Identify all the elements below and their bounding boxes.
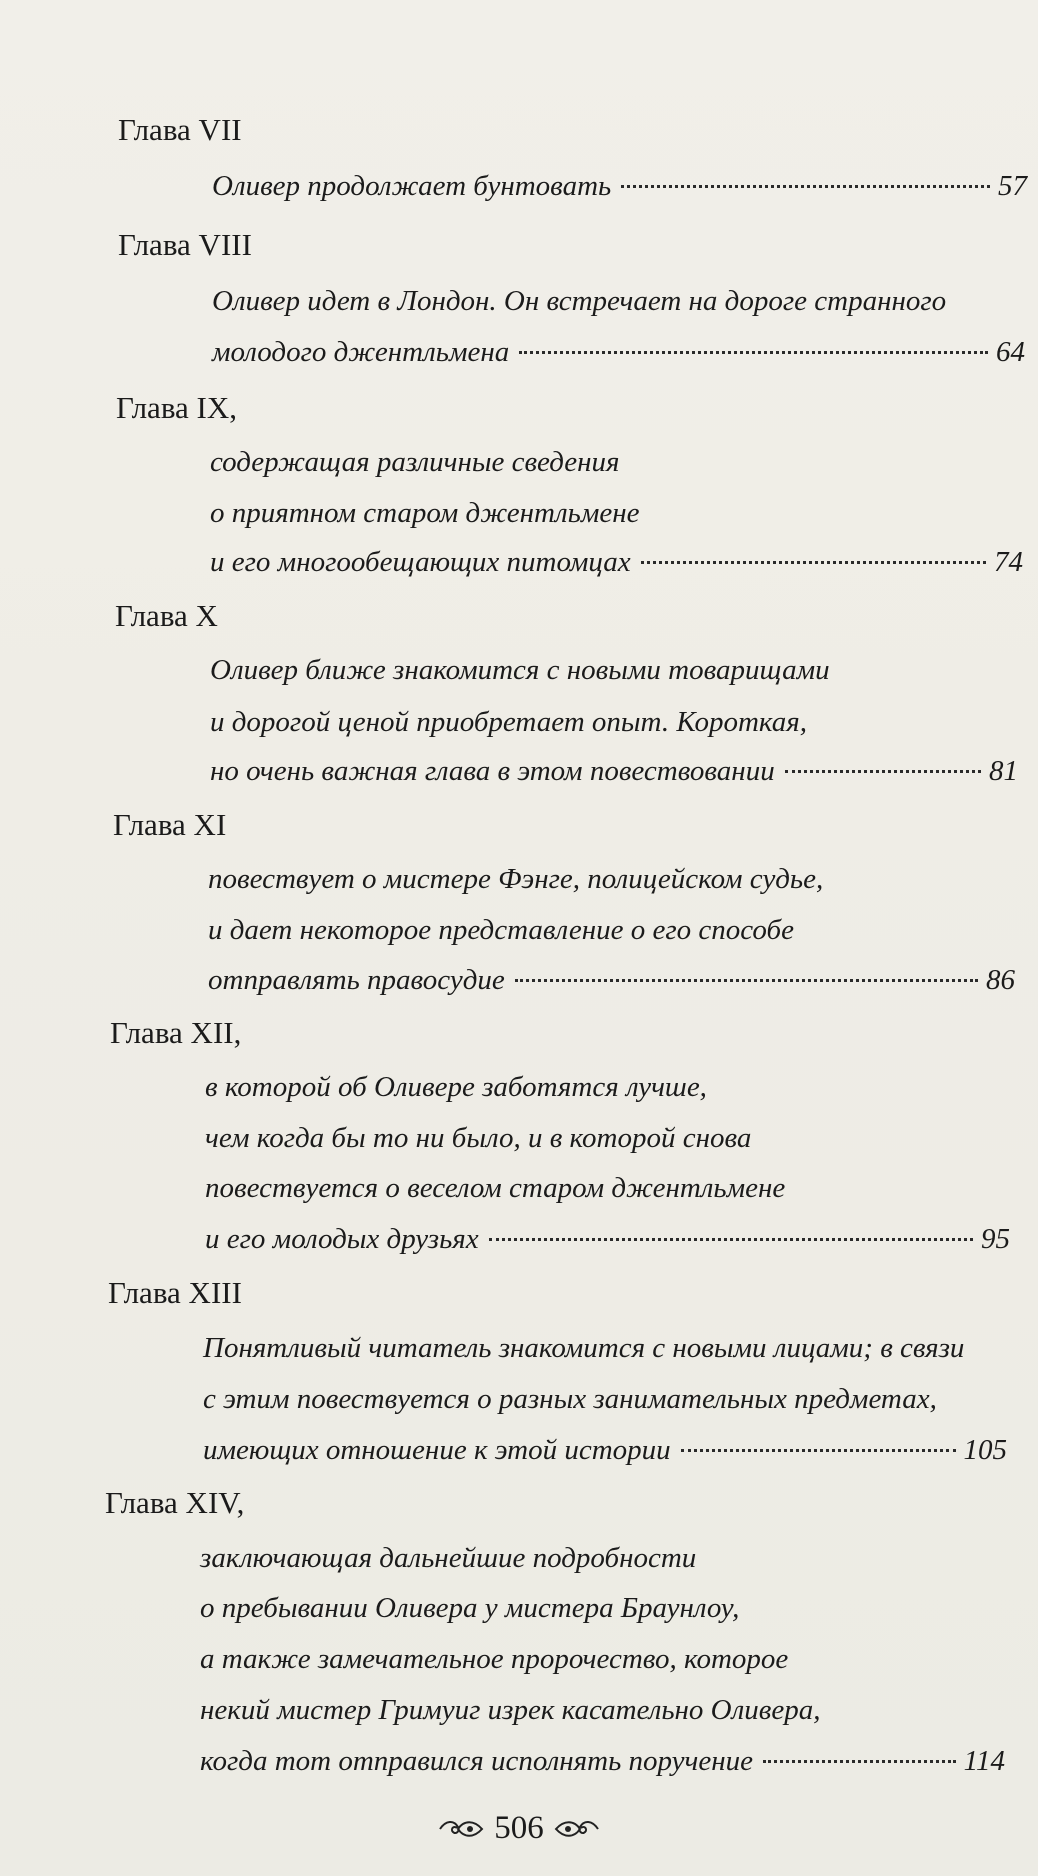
page-number: 74 xyxy=(994,546,1023,578)
chapter-description-line xyxy=(210,544,1023,580)
chapter-title: Глава X xyxy=(115,598,218,633)
page-number: 64 xyxy=(996,336,1025,368)
page-number: 114 xyxy=(963,1745,1005,1777)
chapter-description-line: и дает некоторое представление о его способе xyxy=(208,914,794,946)
chapter-description-line: с этим повествуется о разных занимательных предметах, xyxy=(203,1383,937,1415)
chapter-title: Глава IX, xyxy=(116,390,238,425)
chapter-description-line: о приятном старом джентльмене xyxy=(210,497,640,529)
chapter-description-line xyxy=(208,962,1015,998)
leader-dots xyxy=(519,351,988,354)
leader-dots xyxy=(489,1238,973,1241)
chapter-title: Глава XI xyxy=(113,807,227,842)
page-number: 86 xyxy=(986,964,1015,996)
ornament-right-icon xyxy=(554,1816,600,1842)
chapter-description-line: а также замечательное пророчество, которое xyxy=(200,1643,789,1675)
chapter-description-line: Оливер ближе знакомится с новыми товарищами xyxy=(210,654,830,686)
chapter-description-text: когда тот отправился исполнять поручение xyxy=(200,1745,753,1777)
chapter-description-line: в которой об Оливере заботятся лучше, xyxy=(205,1071,707,1103)
chapter-description-line: некий мистер Гримуиг изрек касательно Оливера, xyxy=(200,1694,821,1726)
chapter-title: Глава XIV, xyxy=(105,1485,245,1520)
chapter-description-line: содержащая различные сведения xyxy=(210,446,620,478)
chapter-description-text: но очень важная глава в этом повествовании xyxy=(210,755,775,787)
chapter-title: Глава VIII xyxy=(118,227,252,262)
leader-dots xyxy=(641,561,986,564)
chapter-description-line xyxy=(212,334,1025,370)
page-number: 57 xyxy=(998,170,1027,202)
chapter-description-text: отправлять правосудие xyxy=(208,964,505,996)
chapter-description-line: Оливер идет в Лондон. Он встречает на дороге странного xyxy=(212,285,947,317)
chapter-title: Глава VII xyxy=(118,112,242,147)
page-number: 95 xyxy=(981,1223,1010,1255)
chapter-description-line: чем когда бы то ни было, и в которой снова xyxy=(205,1122,752,1154)
chapter-description-text: Оливер продолжает бунтовать xyxy=(212,170,612,202)
chapter-description-line xyxy=(212,168,1027,204)
page-number: 81 xyxy=(989,755,1018,787)
chapter-description-line: и дорогой ценой приобретает опыт. Короткая, xyxy=(210,706,807,738)
leader-dots xyxy=(681,1449,956,1452)
chapter-description-text: имеющих отношение к этой истории xyxy=(203,1434,671,1466)
chapter-description-line xyxy=(203,1432,1007,1468)
chapter-description-line: о пребывании Оливера у мистера Браунлоу, xyxy=(200,1592,740,1624)
chapter-description-line: повествуется о веселом старом джентльмене xyxy=(205,1172,786,1204)
page-number-folio: 506 xyxy=(494,1810,544,1846)
chapter-description-text: и его многообещающих питомцах xyxy=(210,546,631,578)
leader-dots xyxy=(515,979,978,982)
leader-dots xyxy=(621,185,990,188)
chapter-description-line xyxy=(200,1743,1005,1779)
chapter-description-line xyxy=(205,1221,1010,1257)
chapter-title: Глава XIII xyxy=(108,1275,242,1310)
ornament-left-icon xyxy=(438,1816,484,1842)
chapter-description-text: молодого джентльмена xyxy=(212,336,510,368)
chapter-description-line: заключающая дальнейшие подробности xyxy=(200,1542,697,1574)
leader-dots xyxy=(763,1760,956,1763)
chapter-description-text: и его молодых друзьях xyxy=(205,1223,479,1255)
chapter-description-line xyxy=(210,753,1018,789)
chapter-description-line: Понятливый читатель знакомится с новыми лицами; в связи xyxy=(203,1332,965,1364)
chapter-description-line: повествует о мистере Фэнге, полицейском судье, xyxy=(208,863,824,895)
leader-dots xyxy=(785,770,981,773)
chapter-title: Глава XII, xyxy=(110,1015,242,1050)
page-folio xyxy=(0,1810,1038,1847)
page-number: 105 xyxy=(963,1434,1007,1466)
